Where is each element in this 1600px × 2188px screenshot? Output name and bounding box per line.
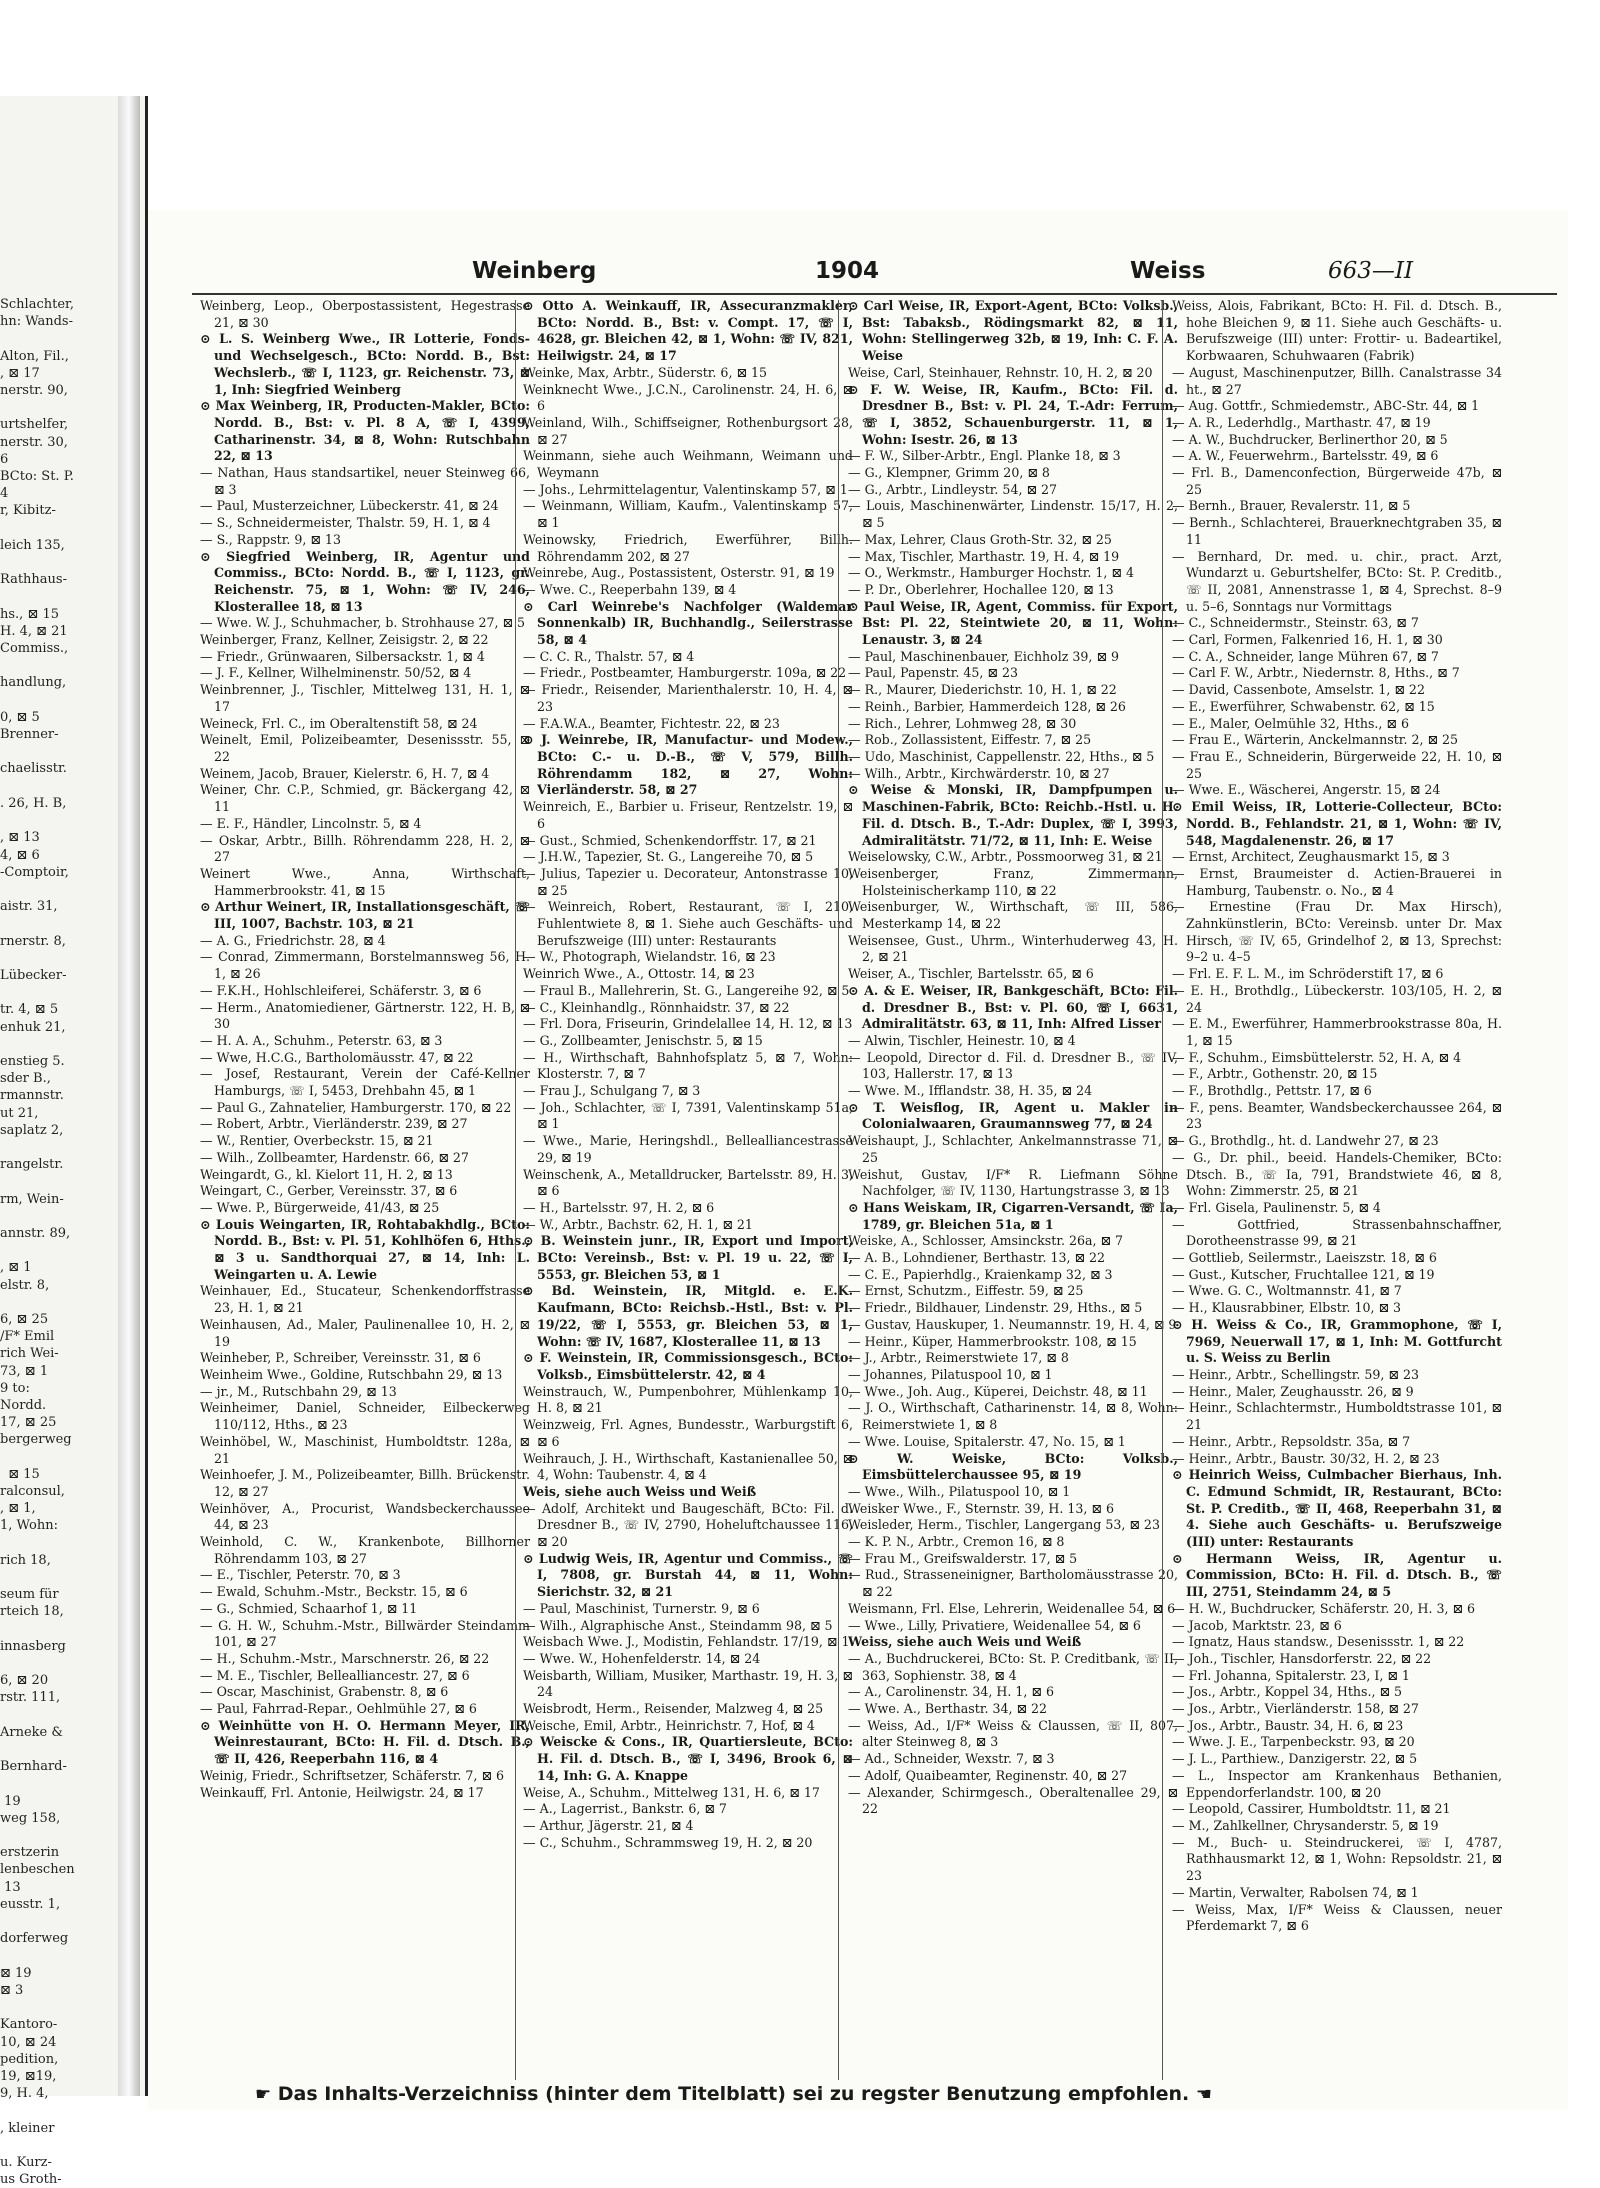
directory-entry: — J., Arbtr., Reimerstwiete 17, ⊠ 8	[848, 1350, 1069, 1366]
directory-entry: Weinland, Wilh., Schiffseigner, Rothenburgsort 28, ⊠ 27	[523, 414, 853, 447]
directory-entry: — Oscar, Maschinist, Grabenstr. 8, ⊠ 6	[200, 1684, 449, 1700]
directory-entry: — Paul, Fahrrad-Repar., Oehlmühle 27, ⊠ 6	[200, 1701, 477, 1717]
directory-entry: Weinmann, siehe auch Weihmann, Weimann und Weymann	[523, 448, 853, 481]
directory-entry: Weinstrauch, W., Pumpenbohrer, Mühlenkamp 10, H. 8, ⊠ 21	[523, 1383, 853, 1416]
directory-entry: — A., Lagerrist., Bankstr. 6, ⊠ 7	[523, 1801, 727, 1817]
directory-entry: — A. W., Buchdrucker, Berlinerthor 20, ⊠ 5	[1172, 431, 1448, 447]
page-number: 663—II	[1328, 258, 1414, 284]
directory-entry: — Max, Lehrer, Claus Groth-Str. 32, ⊠ 25	[848, 531, 1112, 547]
directory-entry: — Wwe. C., Reeperbahn 139, ⊠ 4	[523, 581, 737, 597]
directory-entry: — Frau J., Schulgang 7, ⊠ 3	[523, 1083, 701, 1099]
directory-entry: — G., Schmied, Schaarhof 1, ⊠ 11	[200, 1600, 418, 1616]
directory-entry: — C., Schneidermstr., Steinstr. 63, ⊠ 7	[1172, 615, 1419, 631]
directory-entry: — Herm., Anatomiediener, Gärtnerstr. 122, H. B, ⊠ 30	[200, 999, 530, 1032]
directory-entry: — W., Rentier, Overbeckstr. 15, ⊠ 21	[200, 1133, 434, 1149]
directory-entry: ⊙ Bd. Weinstein, IR, Mitgld. e. E.K. Kaufmann, BCto: Reichsb.-Hstl., Bst: v. Pl. 19/22, ☏ I, 5553, gr. Bleichen 53, ⊠ 1, Wohn: ☏ IV, 1687, Klosterallee 11, ⊠ 13	[523, 1283, 853, 1349]
directory-entry: — Wwe. E., Wäscherei, Angerstr. 15, ⊠ 24	[1172, 782, 1441, 798]
directory-entry: — Jacob, Marktstr. 23, ⊠ 6	[1172, 1617, 1342, 1633]
directory-entry: — C. C. R., Thalstr. 57, ⊠ 4	[523, 648, 695, 664]
directory-entry: Weische, Emil, Arbtr., Heinrichstr. 7, Hof, ⊠ 4	[523, 1717, 815, 1733]
directory-entry: — Alexander, Schirmgesch., Oberaltenallee 29, ⊠ 22	[848, 1784, 1178, 1817]
directory-entry: — L., Inspector am Krankenhaus Bethanien, Eppendorferlandstr. 100, ⊠ 20	[1172, 1767, 1502, 1800]
directory-entry: Weinberger, Franz, Kellner, Zeisigstr. 2, ⊠ 22	[200, 632, 489, 648]
directory-entry: — H., Schuhm.-Mstr., Marschnerstr. 26, ⊠ 22	[200, 1650, 490, 1666]
directory-entry: — Wilh., Algraphische Anst., Steindamm 98, ⊠ 5	[523, 1617, 833, 1633]
column-2	[523, 298, 853, 1851]
directory-entry: — E. F., Händler, Lincolnstr. 5, ⊠ 4	[200, 815, 422, 831]
directory-entry: Weinknecht Wwe., J.C.N., Carolinenstr. 24, H. 6, ⊠ 6	[523, 381, 853, 414]
directory-entry: — Bernh., Schlachterei, Brauerknechtgraben 35, ⊠ 11	[1172, 515, 1502, 547]
directory-entry: — Joh., Tischler, Hansdorferstr. 22, ⊠ 22	[1172, 1650, 1432, 1666]
directory-entry: — August, Maschinenputzer, Billh. Canalstrasse 34 ht., ⊠ 27	[1172, 364, 1502, 397]
directory-entry: ⊙ A. & E. Weiser, IR, Bankgeschäft, BCto: Fil. d. Dresdner B., Bst: v. Pl. 60, ☏ I, 6631, Admiralitätstr. 63, ⊠ 11, Inh: Alfred Lisser	[848, 982, 1178, 1032]
directory-entry: — Martin, Verwalter, Rabolsen 74, ⊠ 1	[1172, 1884, 1419, 1900]
directory-entry: — Wwe. W., Hohenfelderstr. 14, ⊠ 24	[523, 1650, 761, 1666]
directory-entry: — Wwe. P., Bürgerweide, 41/43, ⊠ 25	[200, 1199, 440, 1215]
directory-entry: — C., Schuhm., Schrammsweg 19, H. 2, ⊠ 20	[523, 1834, 813, 1850]
header-right-word: Weiss	[1130, 258, 1206, 284]
directory-entry: ⊙ Weiscke & Cons., IR, Quartiersleute, BCto: H. Fil. d. Dtsch. B., ☏ I, 3496, Brook 6, ⊠ 14, Inh: G. A. Knappe	[523, 1734, 853, 1783]
directory-entry: — Bernhard, Dr. med. u. chir., pract. Arzt, Wundarzt u. Geburtshelfer, BCto: St. P. Creditb., ☏ II, 2081, Annenstrasse 1, ⊠ 4, Sprechst. 8–9 u. 5–6, Sonntags nur Vormittags	[1172, 548, 1502, 614]
directory-entry: — Leopold, Cassirer, Humboldtstr. 11, ⊠ 21	[1172, 1801, 1451, 1817]
directory-entry: — W., Arbtr., Bachstr. 62, H. 1, ⊠ 21	[523, 1216, 753, 1232]
directory-entry: — P. Dr., Oberlehrer, Hochallee 120, ⊠ 13	[848, 581, 1114, 597]
directory-entry: — Conrad, Zimmermann, Borstelmannsweg 56, H. 1, ⊠ 26	[200, 949, 530, 982]
directory-entry: — Joh., Schlachter, ☏ I, 7391, Valentinskamp 51a, ⊠ 1	[523, 1099, 853, 1132]
directory-entry: — Josef, Restaurant, Verein der Café-Kellner Hamburgs, ☏ I, 5453, Drehbahn 45, ⊠ 1	[200, 1066, 530, 1099]
directory-entry: — H., Bartelsstr. 97, H. 2, ⊠ 6	[523, 1199, 715, 1215]
directory-entry: — jr., M., Rutschbahn 29, ⊠ 13	[200, 1383, 397, 1399]
directory-entry: Weinig, Friedr., Schriftsetzer, Schäferstr. 7, ⊠ 6	[200, 1767, 505, 1783]
directory-entry: Weishut, Gustav, I/F* R. Liefmann Söhne Nachfolger, ☏ IV, 1130, Hartungstrasse 3, ⊠ 13	[848, 1166, 1178, 1199]
directory-entry: Weinhold, C. W., Krankenbote, Billhorner Röhrendamm 103, ⊠ 27	[200, 1534, 530, 1566]
directory-entry: — Arthur, Jägerstr. 21, ⊠ 4	[523, 1817, 694, 1833]
directory-entry: — G., Dr. phil., beeid. Handels-Chemiker, BCto: Dtsch. B., ☏ Ia, 791, Brandstwiete 46, ⊠ 8, Wohn: Zimmerstr. 25, ⊠ 21	[1172, 1149, 1502, 1199]
directory-entry: Weinberg, Leop., Oberpostassistent, Hegestrasse 21, ⊠ 30	[200, 298, 530, 330]
directory-entry: ⊙ Paul Weise, IR, Agent, Commiss. für Export, Bst: Pl. 22, Steintwiete 20, ⊠ 11, Wohn: Lenaustr. 3, ⊠ 24	[848, 598, 1178, 648]
directory-entry: — Heinr., Arbtr., Baustr. 30/32, H. 2, ⊠ 23	[1172, 1450, 1440, 1466]
directory-entry: — E., Ewerführer, Schwabenstr. 62, ⊠ 15	[1172, 698, 1435, 714]
directory-entry: — F., Arbtr., Gothenstr. 20, ⊠ 15	[1172, 1066, 1378, 1082]
directory-entry: Weinheber, P., Schreiber, Vereinsstr. 31, ⊠ 6	[200, 1350, 481, 1366]
directory-entry: — A. R., Lederhdlg., Marthastr. 47, ⊠ 19	[1172, 414, 1431, 430]
page-header	[150, 258, 1560, 298]
directory-entry: — Johs., Lehrmittelagentur, Valentinskamp 57, ⊠ 1	[523, 481, 848, 497]
directory-entry: ⊙ Louis Weingarten, IR, Rohtabakhdlg., BCto: Nordd. B., Bst: v. Pl. 51, Kohlhöfen 6, Hths., ⊠ 3 u. Sandthorquai 27, ⊠ 14, Inh: L. Weingarten u. A. Lewie	[200, 1216, 530, 1282]
directory-entry: — Wwe. M., Ifflandstr. 38, H. 35, ⊠ 24	[848, 1083, 1093, 1099]
directory-entry: — J. F., Kellner, Wilhelminenstr. 50/52, ⊠ 4	[200, 665, 472, 681]
directory-entry: Weise, Carl, Steinhauer, Rehnstr. 10, H. 2, ⊠ 20	[848, 364, 1153, 380]
directory-entry: — Friedr., Postbeamter, Hamburgerstr. 109a, ⊠ 22	[523, 665, 847, 681]
directory-entry: Weinelt, Emil, Polizeibeamter, Desenissstr. 55, ⊠ 22	[200, 732, 530, 764]
directory-entry: ⊙ Hans Weiskam, IR, Cigarren-Versandt, ☏ Ia, 1789, gr. Bleichen 51a, ⊠ 1	[848, 1199, 1178, 1232]
directory-entry: — Wwe., Wilh., Pilatuspool 10, ⊠ 1	[848, 1483, 1071, 1499]
directory-entry: — Weiss, Ad., I/F* Weiss & Claussen, ☏ II, 807, alter Steinweg 8, ⊠ 3	[848, 1717, 1178, 1750]
directory-entry: — A. G., Friedrichstr. 28, ⊠ 4	[200, 932, 386, 948]
directory-entry: — Frl. E. F. L. M., im Schröderstift 17, ⊠ 6	[1172, 966, 1444, 982]
directory-entry: — Ad., Schneider, Wexstr. 7, ⊠ 3	[848, 1751, 1055, 1767]
directory-entry: — Frau E., Wärterin, Anckelmannstr. 2, ⊠ 25	[1172, 732, 1459, 748]
directory-entry: — C. A., Schneider, lange Mühren 67, ⊠ 7	[1172, 648, 1439, 664]
directory-entry: — H., Wirthschaft, Bahnhofsplatz 5, ⊠ 7, Wohn: Klosterstr. 7, ⊠ 7	[523, 1049, 853, 1082]
directory-entry: Weinkauff, Frl. Antonie, Heilwigstr. 24, ⊠ 17	[200, 1784, 484, 1800]
directory-entry: — M. E., Tischler, Bellealliancestr. 27, ⊠ 6	[200, 1667, 470, 1683]
directory-entry: Weinrich Wwe., A., Ottostr. 14, ⊠ 23	[523, 966, 755, 982]
directory-entry: Weisker Wwe., F., Sternstr. 39, H. 13, ⊠ 6	[848, 1500, 1114, 1516]
directory-entry: ⊙ Ludwig Weis, IR, Agentur und Commiss., ☏ I, 7808, gr. Burstah 44, ⊠ 11, Wohn: Sierichstr. 32, ⊠ 21	[523, 1550, 853, 1600]
column-separator	[1162, 300, 1163, 2080]
directory-entry: — Paul, Maschinenbauer, Eichholz 39, ⊠ 9	[848, 648, 1120, 664]
directory-entry: Weinem, Jacob, Brauer, Kielerstr. 6, H. 7, ⊠ 4	[200, 765, 490, 781]
directory-entry: — Gottfried, Strassenbahnschaffner, Dorotheenstrasse 99, ⊠ 21	[1172, 1216, 1502, 1249]
column-separator	[515, 300, 516, 2080]
directory-entry: — Paul G., Zahnatelier, Hamburgerstr. 170, ⊠ 22	[200, 1099, 512, 1115]
directory-entry: ⊙ L. S. Weinberg Wwe., IR Lotterie, Fonds- und Wechselgesch., BCto: Nordd. B., Bst: Wechslerb., ☏ I, 1123, gr. Reichenstr. 73, ⊠ 1, Inh: Siegfried Weinberg	[200, 331, 530, 397]
directory-entry: — Nathan, Haus standsartikel, neuer Steinweg 66, ⊠ 3	[200, 465, 530, 497]
directory-entry: — Wwe. J. E., Tarpenbeckstr. 93, ⊠ 20	[1172, 1734, 1415, 1750]
directory-entry: — H. A. A., Schuhm., Peterstr. 63, ⊠ 3	[200, 1032, 443, 1048]
directory-entry: — Wwe. G. C., Woltmannstr. 41, ⊠ 7	[1172, 1283, 1402, 1299]
directory-entry: Weiss, siehe auch Weis und Weiß	[848, 1634, 1082, 1650]
directory-entry: Weinheim Wwe., Goldine, Rutschbahn 29, ⊠ 13	[200, 1367, 503, 1382]
directory-entry: — Gottlieb, Seilermstr., Laeiszstr. 18, ⊠ 6	[1172, 1250, 1437, 1266]
directory-entry: — Frau E., Schneiderin, Bürgerweide 22, H. 10, ⊠ 25	[1172, 748, 1502, 781]
directory-entry: — A., Carolinenstr. 34, H. 1, ⊠ 6	[848, 1684, 1054, 1700]
directory-entry: ⊙ Max Weinberg, IR, Producten-Makler, BCto: Nordd. B., Bst: v. Pl. 8 A, ☏ I, 4399, Catharinenstr. 34, ⊠ 8, Wohn: Rutschbahn 22, ⊠ 13	[200, 398, 530, 464]
previous-page-fragment: Schlachter, hn: Wands- Alton, Fil., , ⊠ 17 nerstr. 90, urtshelfer, nerstr. 30, 6 BCto: St. P. 4 r, Kibitz- leich 135, Rathhaus- hs., ⊠ 15 H. 4, ⊠ 21 Commiss., handlung, 0, ⊠ 5 Brenner- chaelisstr. . 26, H. B, , ⊠ 13 4, ⊠ 6 -Comptoir, aistr. 31, rnerstr. 8, Lübecker- tr. 4, ⊠ 5 enhuk 21, enstieg 5. sder B., rmannstr. ut 21, saplatz 2, rangelstr. rm, Wein- annstr. 89, , ⊠ 1 elstr. 8, 6, ⊠ 25 /F* Emil rich Wei- 73, ⊠ 1 9 to: Nordd. 17, ⊠ 25 bergerweg ⊠ 15 ralconsul, , ⊠ 1, 1, Wohn: rich 18, seum für rteich 18, innasberg 6, ⊠ 20 rstr. 111, Arneke & Bernhard- 19 weg 158, erstzerin lenbeschen 13 eusstr. 1, dorferweg ⊠ 19 ⊠ 3 Kantoro- 10, ⊠ 24 pedition, 19, ⊠19, 9, H. 4, , kleiner u. Kurz- us Groth-	[0, 297, 75, 2188]
directory-entry: Weineck, Frl. C., im Oberaltenstift 58, ⊠ 24	[200, 715, 478, 731]
footer-text: Das Inhalts-Verzeichniss (hinter dem Titelblatt) sei zu regster Benutzung empfohlen.	[277, 2083, 1190, 2105]
directory-entry: — S., Rappstr. 9, ⊠ 13	[200, 531, 341, 547]
directory-entry: ⊙ Carl Weise, IR, Export-Agent, BCto: Volksb., Bst: Tabaksb., Rödingsmarkt 82, ⊠ 11, Wohn: Stellingerweg 32b, ⊠ 19, Inh: C. F. A. Weise	[848, 298, 1178, 364]
directory-entry: — Frl. Johanna, Spitalerstr. 23, I, ⊠ 1	[1172, 1667, 1410, 1683]
directory-entry: ⊙ Carl Weinrebe's Nachfolger (Waldemar Sonnenkalb) IR, Buchhandlg., Seilerstrasse 58, ⊠ 4	[523, 598, 853, 648]
book-gutter	[118, 96, 140, 2096]
directory-entry: ⊙ Heinrich Weiss, Culmbacher Bierhaus, Inh. C. Edmund Schmidt, IR, Restaurant, BCto: St. P. Creditb., ☏ II, 468, Reeperbahn 31, ⊠ 4. Siehe auch Geschäfts- u. Berufszweige (III) unter: Restaurants	[1172, 1467, 1502, 1550]
directory-entry: — C., Kleinhandlg., Rönnhaidstr. 37, ⊠ 22	[523, 999, 790, 1015]
directory-entry: ⊙ T. Weisflog, IR, Agent u. Makler in Colonialwaaren, Graumannsweg 77, ⊠ 24	[848, 1099, 1178, 1132]
directory-entry: Weisenberger, Franz, Zimmermann, Holsteinischerkamp 110, ⊠ 22	[848, 865, 1178, 898]
directory-entry: — E., Tischler, Peterstr. 70, ⊠ 3	[200, 1567, 401, 1583]
directory-entry: — Fraul B., Mallehrerin, St. G., Langereihe 92, ⊠ 5	[523, 982, 850, 998]
directory-entry: Weingardt, G., kl. Kielort 11, H. 2, ⊠ 13	[200, 1166, 453, 1182]
directory-entry: — Weiss, Max, I/F* Weiss & Claussen, neuer Pferdemarkt 7, ⊠ 6	[1172, 1901, 1502, 1934]
directory-entry: — Frau M., Greifswalderstr. 17, ⊠ 5	[848, 1550, 1078, 1566]
directory-entry: — J. O., Wirthschaft, Catharinenstr. 14, ⊠ 8, Wohn: Reimerstwiete 1, ⊠ 8	[848, 1400, 1178, 1433]
column-1	[200, 298, 530, 1801]
directory-entry: ⊙ Hermann Weiss, IR, Agentur u. Commission, BCto: H. Fil. d. Dtsch. B., ☏ III, 2751, Steindamm 24, ⊠ 5	[1172, 1550, 1502, 1600]
directory-entry: ⊙ Emil Weiss, IR, Lotterie-Collecteur, BCto: Nordd. B., Fehlandstr. 21, ⊠ 1, Wohn: ☏ IV, 548, Magdalenenstr. 26, ⊠ 17	[1172, 799, 1502, 848]
directory-entry: — Leopold, Director d. Fil. d. Dresdner B., ☏ IV, 103, Hallerstr. 17, ⊠ 13	[848, 1049, 1178, 1082]
directory-entry: — Wilh., Zollbeamter, Hardenstr. 66, ⊠ 27	[200, 1149, 469, 1165]
directory-entry: Weinhöver, A., Procurist, Wandsbeckerchaussee 44, ⊠ 23	[200, 1500, 530, 1533]
directory-entry: ⊙ Weise & Monski, IR, Dampfpumpen u. Maschinen-Fabrik, BCto: Reichb.-Hstl. u. H. Fil. d. Dtsch. B., T.-Adr: Duplex, ☏ I, 3993, Admiralitätstr. 71/72, ⊠ 11, Inh: E. Weise	[848, 782, 1178, 848]
directory-entry: — Wwe, H.C.G., Bartholomäusstr. 47, ⊠ 22	[200, 1049, 474, 1065]
directory-entry: Weinbrenner, J., Tischler, Mittelweg 131, H. 1, ⊠ 17	[200, 682, 530, 714]
directory-entry: — Heinr., Arbtr., Schellingstr. 59, ⊠ 23	[1172, 1367, 1419, 1382]
directory-entry: — Wwe. W. J., Schuhmacher, b. Strohhause 27, ⊠ 5	[200, 615, 526, 631]
directory-entry: — Paul, Maschinist, Turnerstr. 9, ⊠ 6	[523, 1600, 760, 1616]
directory-entry: — Bernh., Brauer, Revalerstr. 11, ⊠ 5	[1172, 498, 1411, 514]
directory-entry: — M., Buch- u. Steindruckerei, ☏ I, 4787, Rathhausmarkt 12, ⊠ 1, Wohn: Repsoldstr. 21, ⊠ 23	[1172, 1834, 1502, 1884]
directory-entry: — Heinr., Küper, Hammerbrookstr. 108, ⊠ 15	[848, 1333, 1137, 1349]
directory-entry: Weinhauer, Ed., Stucateur, Schenkendorffstrasse 23, H. 1, ⊠ 21	[200, 1283, 530, 1316]
directory-entry: Weinhöbel, W., Maschinist, Humboldtstr. 128a, ⊠ 21	[200, 1433, 530, 1466]
directory-entry: — Rob., Zollassistent, Eiffestr. 7, ⊠ 25	[848, 732, 1092, 748]
directory-entry: — Wilh., Arbtr., Kirchwärderstr. 10, ⊠ 27	[848, 765, 1110, 781]
directory-entry: ⊙ W. Weiske, BCto: Volksb., Eimsbüttelerchaussee 95, ⊠ 19	[848, 1450, 1178, 1483]
directory-entry: — Alwin, Tischler, Heinestr. 10, ⊠ 4	[848, 1032, 1076, 1048]
directory-entry: Weinowsky, Friedrich, Ewerführer, Billh. Röhrendamm 202, ⊠ 27	[523, 531, 853, 564]
directory-entry: Weiner, Chr. C.P., Schmied, gr. Bäckergang 42, ⊠ 11	[200, 782, 530, 815]
directory-entry: — M., Zahlkellner, Chrysanderstr. 5, ⊠ 19	[1172, 1817, 1439, 1833]
directory-entry: Weis, siehe auch Weiss und Weiß	[523, 1483, 757, 1499]
directory-entry: — G., Brothdlg., ht. d. Landwehr 27, ⊠ 23	[1172, 1133, 1439, 1149]
column-separator	[838, 300, 839, 2080]
directory-entry: — Reinh., Barbier, Hammerdeich 128, ⊠ 26	[848, 698, 1126, 714]
directory-entry: — G., Klempner, Grimm 20, ⊠ 8	[848, 465, 1050, 481]
directory-entry: Weinhoefer, J. M., Polizeibeamter, Billh. Brückenstr. 12, ⊠ 27	[200, 1467, 530, 1499]
directory-entry: — Weinmann, William, Kaufm., Valentinskamp 57, ⊠ 1	[523, 498, 853, 531]
directory-entry: — Frl. Gisela, Paulinenstr. 5, ⊠ 4	[1172, 1199, 1381, 1215]
directory-entry: ⊙ Siegfried Weinberg, IR, Agentur und Commiss., BCto: Nordd. B., ☏ I, 1123, gr. Reichenstr. 75, ⊠ 1, Wohn: ☏ IV, 246, Klosterallee 18, ⊠ 13	[200, 548, 530, 614]
directory-entry: — O., Werkmstr., Hamburger Hochstr. 1, ⊠ 4	[848, 565, 1134, 581]
directory-entry: — Weinreich, Robert, Restaurant, ☏ I, 210, Fuhlentwiete 8, ⊠ 1. Siehe auch Geschäfts- und Berufszweige (III) unter: Restaurants	[523, 899, 853, 948]
directory-entry: — E. M., Ewerführer, Hammerbrookstrasse 80a, H. 1, ⊠ 15	[1172, 1016, 1502, 1048]
directory-entry: — F., Brothdlg., Pettstr. 17, ⊠ 6	[1172, 1083, 1372, 1099]
directory-entry: — Julius, Tapezier u. Decorateur, Antonstrasse 10, ⊠ 25	[523, 865, 853, 898]
directory-entry: — G., Arbtr., Lindleystr. 54, ⊠ 27	[848, 481, 1058, 497]
directory-entry: Weiss, Alois, Fabrikant, BCto: H. Fil. d. Dtsch. B., hohe Bleichen 9, ⊠ 11. Siehe auch Geschäfts- u. Berufszweige (III) unter: Frottir- u. Badeartikel, Korbwaaren, Schuhwaaren (Fabrik)	[1172, 298, 1502, 364]
directory-entry: ⊙ H. Weiss & Co., IR, Grammophone, ☏ I, 7969, Neuerwall 17, ⊠ 1, Inh: M. Gottfurcht u. S. Weiss zu Berlin	[1172, 1316, 1502, 1366]
directory-entry: — Frl. B., Damenconfection, Bürgerweide 47b, ⊠ 25	[1172, 465, 1502, 497]
directory-entry: — Jos., Arbtr., Vierländerstr. 158, ⊠ 27	[1172, 1701, 1419, 1717]
directory-entry: — Ewald, Schuhm.-Mstr., Beckstr. 15, ⊠ 6	[200, 1584, 468, 1600]
directory-entry: — Udo, Maschinist, Cappellenstr. 22, Hths., ⊠ 5	[848, 748, 1155, 764]
directory-entry: — S., Schneidermeister, Thalstr. 59, H. 1, ⊠ 4	[200, 515, 491, 531]
directory-entry: — Carl F. W., Arbtr., Niedernstr. 8, Hths., ⊠ 7	[1172, 665, 1460, 681]
directory-entry: — Gust., Kutscher, Fruchtallee 121, ⊠ 19	[1172, 1266, 1435, 1282]
directory-entry: — F.A.W.A., Beamter, Fichtestr. 22, ⊠ 23	[523, 715, 780, 731]
directory-entry: — Jos., Arbtr., Baustr. 34, H. 6, ⊠ 23	[1172, 1717, 1404, 1733]
directory-entry: Weinschenk, A., Metalldrucker, Bartelsstr. 89, H. 3, ⊠ 6	[523, 1166, 853, 1199]
directory-entry: Weisenburger, W., Wirthschaft, ☏ III, 586, Mesterkamp 14, ⊠ 22	[848, 899, 1178, 932]
directory-entry: — Wwe. Louise, Spitalerstr. 47, No. 15, ⊠ 1	[848, 1433, 1126, 1449]
pointing-hand-left-icon: ☛	[255, 2084, 272, 2105]
directory-entry: — Gustav, Hauskuper, 1. Neumannstr. 19, H. 4, ⊠ 9	[848, 1316, 1177, 1332]
directory-entry: — David, Cassenbote, Amselstr. 1, ⊠ 22	[1172, 682, 1425, 698]
directory-entry: — G. H. W., Schuhm.-Mstr., Billwärder Steindamm 101, ⊠ 27	[200, 1617, 530, 1650]
directory-entry: — H. W., Buchdrucker, Schäferstr. 20, H. 3, ⊠ 6	[1172, 1600, 1476, 1616]
directory-entry: Weinert Wwe., Anna, Wirthschaft, Hammerbrookstr. 41, ⊠ 15	[200, 865, 530, 898]
directory-entry: — K. P. N., Arbtr., Cremon 16, ⊠ 8	[848, 1534, 1065, 1550]
directory-entry: Weinreich, E., Barbier u. Friseur, Rentzelstr. 19, ⊠ 6	[523, 799, 853, 831]
directory-entry: — F., pens. Beamter, Wandsbeckerchaussee 264, ⊠ 23	[1172, 1099, 1502, 1132]
column-4	[1172, 298, 1502, 1935]
directory-entry: — Ignatz, Haus standsw., Desenissstr. 1, ⊠ 22	[1172, 1634, 1465, 1650]
directory-entry: — A., Buchdruckerei, BCto: St. P. Creditbank, ☏ II, 363, Sophienstr. 38, ⊠ 4	[848, 1650, 1178, 1683]
directory-entry: — Wwe., Joh. Aug., Küperei, Deichstr. 48, ⊠ 11	[848, 1383, 1148, 1399]
directory-entry: — Wwe., Marie, Heringshdl., Bellealliancestrasse 29, ⊠ 19	[523, 1133, 853, 1165]
directory-entry: Weiske, A., Schlosser, Amsinckstr. 26a, ⊠ 7	[848, 1233, 1124, 1249]
directory-entry: — J.H.W., Tapezier, St. G., Langereihe 70, ⊠ 5	[523, 849, 814, 865]
directory-entry: Weiselowsky, C.W., Arbtr., Possmoorweg 31, ⊠ 21	[848, 849, 1163, 865]
directory-entry: — Heinr., Arbtr., Repsoldstr. 35a, ⊠ 7	[1172, 1433, 1411, 1449]
directory-entry: Weingart, C., Gerber, Vereinsstr. 37, ⊠ 6	[200, 1183, 458, 1199]
directory-entry: ⊙ F. W. Weise, IR, Kaufm., BCto: Fil. d. Dresdner B., Bst: v. Pl. 24, T.-Adr: Ferrum, ☏ I, 3852, Schauenburgerstr. 11, ⊠ 1, Wohn: Isestr. 26, ⊠ 13	[848, 381, 1178, 447]
directory-entry: — H., Klausrabbiner, Elbstr. 10, ⊠ 3	[1172, 1300, 1402, 1316]
directory-entry: — A. W., Feuerwehrm., Bartelsstr. 49, ⊠ 6	[1172, 448, 1439, 464]
directory-entry: Weisbarth, William, Musiker, Marthastr. 19, H. 3, ⊠ 24	[523, 1667, 853, 1700]
directory-entry: — Paul, Papenstr. 45, ⊠ 23	[848, 665, 1018, 681]
directory-entry: — W., Photograph, Wielandstr. 16, ⊠ 23	[523, 949, 776, 965]
directory-entry: Weisbach Wwe. J., Modistin, Fehlandstr. 17/19, ⊠ 1	[523, 1634, 850, 1650]
directory-entry: — Ernst, Architect, Zeughausmarkt 15, ⊠ 3	[1172, 849, 1450, 865]
directory-entry: ⊙ Weinhütte von H. O. Hermann Meyer, IR, Weinrestaurant, BCto: H. Fil. d. Dtsch. B., ☏ II, 426, Reeperbahn 116, ⊠ 4	[200, 1717, 530, 1767]
directory-entry: — F., Schuhm., Eimsbüttelerstr. 52, H. A, ⊠ 4	[1172, 1049, 1462, 1065]
directory-entry: — Oskar, Arbtr., Billh. Röhrendamm 228, H. 2, ⊠ 27	[200, 832, 530, 865]
column-3	[848, 298, 1178, 1818]
directory-entry: ⊙ B. Weinstein junr., IR, Export und Import, BCto: Vereinsb., Bst: v. Pl. 19 u. 22, ☏ I, 5553, gr. Bleichen 53, ⊠ 1	[523, 1233, 853, 1282]
directory-entry: — Ernst, Braumeister d. Actien-Brauerei in Hamburg, Taubenstr. o. No., ⊠ 4	[1172, 865, 1502, 898]
directory-entry: — G., Zollbeamter, Jenischstr. 5, ⊠ 15	[523, 1032, 763, 1048]
directory-entry: — Friedr., Grünwaaren, Silbersackstr. 1, ⊠ 4	[200, 648, 485, 664]
directory-entry: — Rud., Strasseneinigner, Bartholomäusstrasse 20, ⊠ 22	[848, 1567, 1178, 1600]
directory-entry: Weismann, Frl. Else, Lehrerin, Weidenallee 54, ⊠ 6	[848, 1600, 1176, 1616]
directory-entry: Weinheimer, Daniel, Schneider, Eilbeckerweg 110/112, Hths., ⊠ 23	[200, 1400, 530, 1433]
directory-entry: — Friedr., Reisender, Marienthalerstr. 10, H. 4, ⊠ 23	[523, 682, 853, 714]
directory-entry: — E. H., Brothdlg., Lübeckerstr. 103/105, H. 2, ⊠ 24	[1172, 982, 1502, 1015]
directory-entry: Weiser, A., Tischler, Bartelsstr. 65, ⊠ 6	[848, 966, 1094, 982]
directory-entry: — Paul, Musterzeichner, Lübeckerstr. 41, ⊠ 24	[200, 498, 499, 514]
directory-entry: Weinhausen, Ad., Maler, Paulinenallee 10, H. 2, ⊠ 19	[200, 1316, 530, 1349]
directory-entry: — Louis, Maschinenwärter, Lindenstr. 15/17, H. 2, ⊠ 5	[848, 498, 1178, 531]
directory-entry: ⊙ Arthur Weinert, IR, Installationsgeschäft, ☏ III, 1007, Bachstr. 103, ⊠ 21	[200, 899, 530, 932]
directory-entry: — Rich., Lehrer, Lohmweg 28, ⊠ 30	[848, 715, 1077, 731]
directory-entry: — Heinr., Schlachtermstr., Humboldtstrasse 101, ⊠ 21	[1172, 1400, 1502, 1433]
header-rule	[192, 293, 1557, 295]
directory-entry: — Adolf, Quaibeamter, Reginenstr. 40, ⊠ 27	[848, 1767, 1128, 1783]
directory-entry: — F.K.H., Hohlschleiferei, Schäferstr. 3, ⊠ 6	[200, 982, 482, 998]
directory-entry: Weinrebe, Aug., Postassistent, Osterstr. 91, ⊠ 19	[523, 565, 835, 581]
directory-entry: ⊙ J. Weinrebe, IR, Manufactur- und Modew., BCto: C.- u. D.-B., ☏ V, 579, Billh. Röhrendamm 182, ⊠ 27, Wohn: Vierländerstr. 58, ⊠ 27	[523, 732, 853, 798]
directory-entry: — C. E., Papierhdlg., Kraienkamp 32, ⊠ 3	[848, 1266, 1113, 1282]
directory-entry: — F. W., Silber-Arbtr., Engl. Planke 18, ⊠ 3	[848, 448, 1121, 464]
directory-entry: Weise, A., Schuhm., Mittelweg 131, H. 6, ⊠ 17	[523, 1784, 820, 1800]
directory-entry: — A. B., Lohndiener, Berthastr. 13, ⊠ 22	[848, 1250, 1106, 1266]
directory-entry: Weinke, Max, Arbtr., Süderstr. 6, ⊠ 15	[523, 364, 768, 380]
directory-entry: — R., Maurer, Diederichstr. 10, H. 1, ⊠ 22	[848, 682, 1117, 698]
directory-entry: ⊙ F. Weinstein, IR, Commissionsgesch., BCto: Volksb., Eimsbüttelerstr. 42, ⊠ 4	[523, 1350, 853, 1382]
directory-entry: — Max, Tischler, Marthastr. 19, H. 4, ⊠ 19	[848, 548, 1120, 564]
directory-entry: — Friedr., Bildhauer, Lindenstr. 29, Hths., ⊠ 5	[848, 1300, 1143, 1316]
directory-entry: — Aug. Gottfr., Schmiedemstr., ABC-Str. 44, ⊠ 1	[1172, 398, 1480, 414]
directory-entry: — Carl, Formen, Falkenried 16, H. 1, ⊠ 30	[1172, 632, 1443, 648]
directory-entry: — E., Maler, Oelmühle 32, Hths., ⊠ 6	[1172, 715, 1410, 731]
header-year: 1904	[815, 258, 880, 284]
directory-entry: Weisleder, Herm., Tischler, Langergang 53, ⊠ 23	[848, 1517, 1160, 1533]
directory-entry: ⊙ Otto A. Weinkauff, IR, Assecuranzmakler, BCto: Nordd. B., Bst: v. Compt. 17, ☏ I, 4628, gr. Bleichen 42, ⊠ 1, Wohn: ☏ IV, 821, Heilwigstr. 24, ⊠ 17	[523, 298, 853, 364]
directory-entry: — Johannes, Pilatuspool 10, ⊠ 1	[848, 1367, 1053, 1382]
directory-entry: Weisbrodt, Herm., Reisender, Malzweg 4, ⊠ 25	[523, 1701, 824, 1717]
directory-entry: — Robert, Arbtr., Vierländerstr. 239, ⊠ 27	[200, 1116, 468, 1132]
footer-note	[255, 2083, 1555, 2105]
pointing-hand-right-icon: ☚	[1195, 2084, 1213, 2105]
header-left-word: Weinberg	[472, 258, 597, 284]
directory-entry: Weishaupt, J., Schlachter, Ankelmannstrasse 71, ⊠ 25	[848, 1133, 1178, 1165]
directory-entry: — Frl. Dora, Friseurin, Grindelallee 14, H. 12, ⊠ 13	[523, 1016, 853, 1032]
directory-entry: — Gust., Schmied, Schenkendorffstr. 17, ⊠ 21	[523, 832, 817, 848]
directory-entry: — Heinr., Maler, Zeughausstr. 26, ⊠ 9	[1172, 1383, 1414, 1399]
directory-entry: — Wwe. A., Berthastr. 34, ⊠ 22	[848, 1701, 1048, 1717]
directory-entry: — Ernst, Schutzm., Eiffestr. 59, ⊠ 25	[848, 1283, 1084, 1299]
directory-entry: — Adolf, Architekt und Baugeschäft, BCto: Fil. d. Dresdner B., ☏ IV, 2790, Hoheluftchaussee 116, ⊠ 20	[523, 1500, 853, 1550]
directory-entry: — Ernestine (Frau Dr. Max Hirsch), Zahnkünstlerin, BCto: Vereinsb. unter Dr. Max Hirsch, ☏ IV, 65, Grindelhof 2, ⊠ 13, Sprechst: 9–2 u. 4–5	[1172, 899, 1502, 965]
directory-entry: Weihrauch, J. H., Wirthschaft, Kastanienallee 50, ⊠ 4, Wohn: Taubenstr. 4, ⊠ 4	[523, 1450, 853, 1483]
directory-entry: Weinzweig, Frl. Agnes, Bundesstr., Warburgstift 6, ⊠ 6	[523, 1417, 853, 1449]
directory-entry: Weisensee, Gust., Uhrm., Winterhuderweg 43, H. 2, ⊠ 21	[848, 932, 1178, 965]
directory-entry: — Wwe., Lilly, Privatiere, Weidenallee 54, ⊠ 6	[848, 1617, 1141, 1633]
directory-entry: — J. L., Parthiew., Danzigerstr. 22, ⊠ 5	[1172, 1751, 1418, 1767]
directory-entry: — Jos., Arbtr., Koppel 34, Hths., ⊠ 5	[1172, 1684, 1403, 1700]
